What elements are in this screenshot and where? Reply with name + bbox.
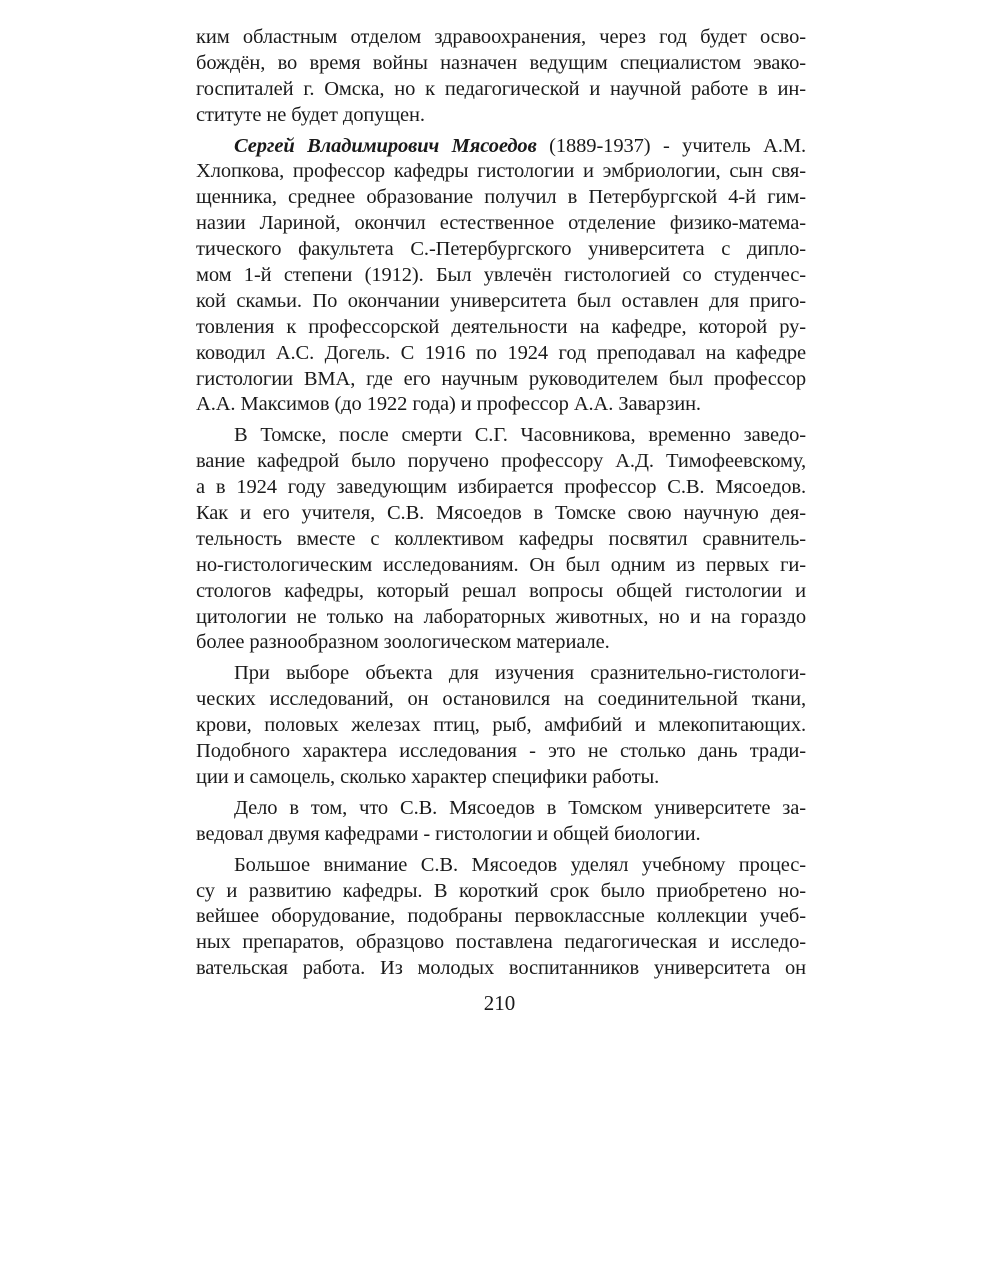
- text-line: товления к профессорской деятельности на кафедре, которой ру-: [196, 315, 806, 338]
- text-line: ководил А.С. Догель. С 1916 по 1924 год преподавал на кафедре: [196, 341, 806, 364]
- text-line-first: [196, 134, 806, 160]
- text-line: цитологии не только на лабораторных животных, но и на гораздо: [196, 605, 806, 628]
- text-line: А.А. Максимов (до 1922 года) и профессор А.А. Заварзин.: [196, 393, 701, 416]
- text-line: ведовал двумя кафедрами - гистологии и общей биологии.: [196, 822, 701, 845]
- text-line: вание кафедрой было поручено профессору А.Д. Тимофеевскому,: [196, 450, 806, 473]
- person-name: Сергей Владимирович Мясоедов: [234, 134, 537, 157]
- paragraph-research-object: [196, 661, 806, 790]
- text-line: ных препаратов, образцово поставлена педагогическая и исследо-: [196, 931, 806, 954]
- text-line: В Томске, после смерти С.Г. Часовникова, временно заведо-: [234, 424, 806, 447]
- text-line: Хлопкова, профессор кафедры гистологии и эмбриологии, сын свя-: [196, 160, 806, 183]
- text-line: тельность вместе с коллективом кафедры посвятил сравнитель-: [196, 527, 806, 550]
- text-line: вейшее оборудование, подобраны первоклассные коллекции учеб-: [196, 905, 806, 928]
- document-page: [196, 25, 806, 982]
- text-line: вательская работа. Из молодых воспитанников университета он: [196, 957, 806, 980]
- text-line: При выборе объекта для изучения сразнительно-гистологи-: [234, 662, 806, 685]
- text-line: более разнообразном зоологическом материале.: [196, 631, 610, 654]
- text-line: гистологии ВМА, где его научным руководителем был профессор: [196, 367, 806, 390]
- text-line: тического факультета С.-Петербургского университета с дипло-: [196, 238, 806, 261]
- text-line: Подобного характера исследования - это не столько дань тради-: [196, 740, 806, 763]
- text-line: госпиталей г. Омска, но к педагогической и научной работе в ин-: [196, 77, 806, 100]
- text-line: Как и его учителя, С.В. Мясоедов в Томске свою научную дея-: [196, 502, 806, 525]
- text-line: ким областным отделом здравоохранения, через год будет осво-: [196, 26, 806, 48]
- text-line: кой скамьи. По окончании университета был оставлен для приго-: [196, 289, 806, 312]
- text-line-rest: (1889-1937) - учитель А.М.: [536, 134, 806, 157]
- text-line: щенника, среднее образование получил в Петербургской 4-й гим-: [196, 186, 806, 209]
- text-line: ституте не будет допущен.: [196, 103, 425, 126]
- paragraph-myasoedov-bio: [196, 134, 806, 419]
- paragraph-two-departments: [196, 796, 806, 848]
- paragraph-continuation: [196, 25, 806, 129]
- text-line: а в 1924 году заведующим избирается профессор С.В. Мясоедов.: [196, 476, 806, 499]
- paragraph-tomsk: [196, 423, 806, 656]
- page-number: 210: [483, 991, 516, 1015]
- paragraph-teaching: [196, 853, 806, 982]
- text-line: стологов кафедры, который решал вопросы общей гистологии и: [196, 579, 806, 602]
- text-line: ции и самоцель, сколько характер специфики работы.: [196, 765, 660, 788]
- text-line: назии Лариной, окончил естественное отделение физико-матема-: [196, 212, 806, 235]
- text-line: мом 1-й степени (1912). Был увлечён гистологией со студенчес-: [196, 264, 806, 287]
- text-line: но-гистологическим исследованиям. Он был одним из первых ги-: [196, 553, 806, 576]
- text-line: Дело в том, что С.В. Мясоедов в Томском университете за-: [234, 796, 806, 819]
- text-line: бождён, во время войны назначен ведущим специалистом эвако-: [196, 51, 806, 74]
- text-line: крови, половых железах птиц, рыб, амфибий и млекопитающих.: [196, 714, 806, 737]
- text-line: Большое внимание С.В. Мясоедов уделял учебному процес-: [234, 853, 806, 876]
- text-line: су и развитию кафедры. В короткий срок было приобретено но-: [196, 879, 806, 902]
- text-line: ческих исследований, он остановился на соединительной ткани,: [196, 688, 806, 711]
